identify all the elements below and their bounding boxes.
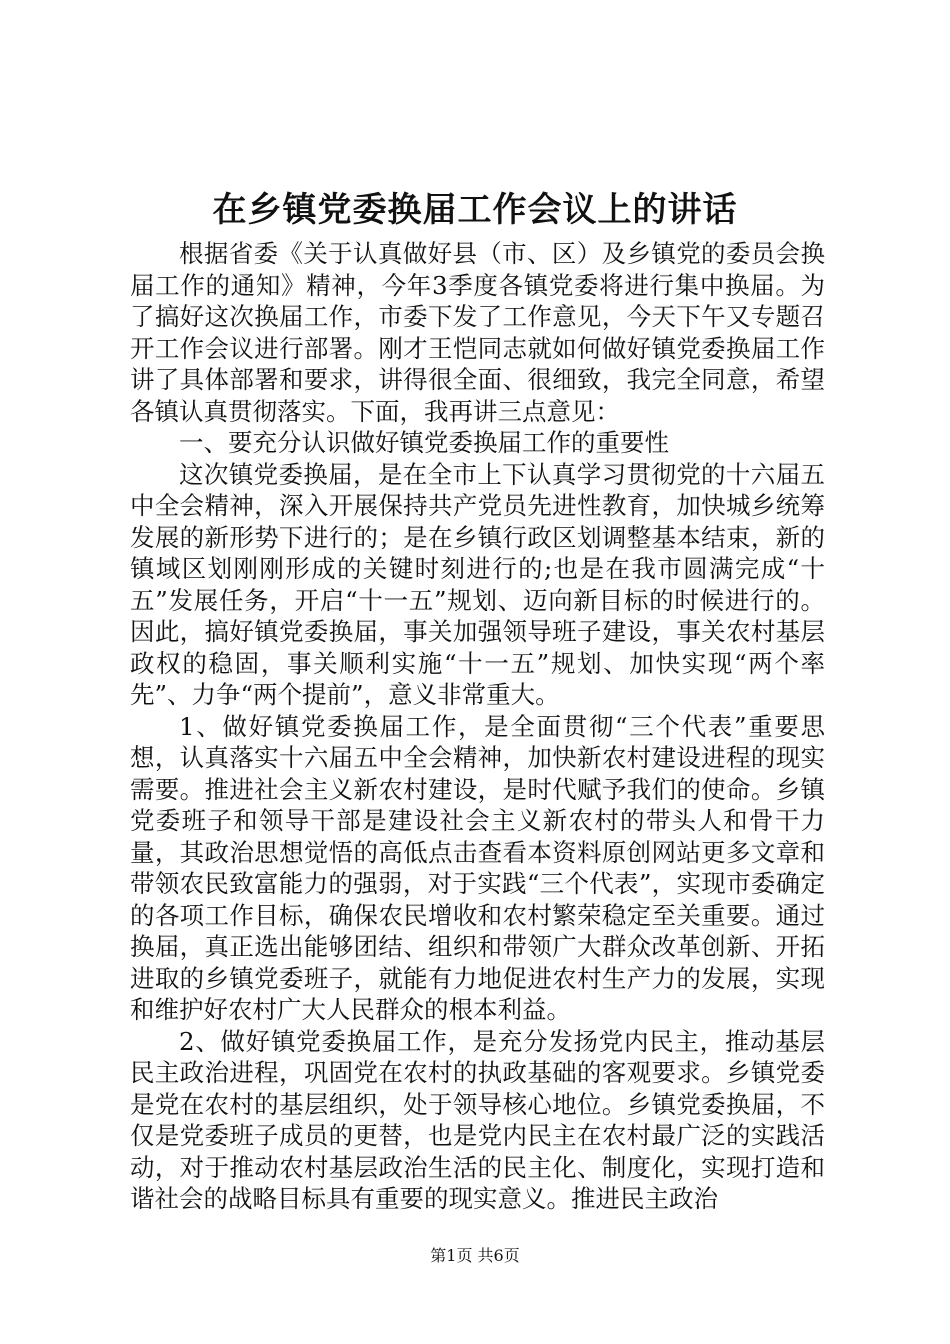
paragraph-background: 这次镇党委换届，是在全市上下认真学习贯彻党的十六届五中全会精神，深入开展保持共产党员先进性教育，加快城乡统筹发展的新形势下进行的；是在乡镇行政区划调整基本结束，新的镇域区划刚刚形成的关键时刻进行的;也是在我市圆满完成“十五”发展任务，开启“十一五”规划、迈向新目标的时候进行的。因此，搞好镇党委换届，事关加强领导班子建设，事关农村基层政权的稳固，事关顺利实施“十一五”规划、加快实现“两个率先”、力争“两个提前”，意义非常重大。 [130,459,825,709]
page-number-footer: 第1页 共6页 [430,1246,520,1265]
paragraph-intro: 根据省委《关于认真做好县（市、区）及乡镇党的委员会换届工作的通知》精神，今年3季度各镇党委将进行集中换届。为了搞好这次换届工作，市委下发了工作意见，今天下午又专题召开工作会议进行部署。刚才王恺同志就如何做好镇党委换届工作讲了具体部署和要求，讲得很全面、很细致，我完全同意，希望各镇认真贯彻落实。下面，我再讲三点意见： [130,239,825,426]
paragraph-point-2: 2、做好镇党委换届工作，是充分发扬党内民主，推动基层民主政治进程，巩固党在农村的执政基础的客观要求。乡镇党委是党在农村的基层组织，处于领导核心地位。乡镇党委换届，不仅是党委班子成员的更替，也是党内民主在农村最广泛的实践活动，对于推动农村基层政治生活的民主化、制度化，实现打造和谐社会的战略目标具有重要的现实意义。推进民主政治 [130,1026,825,1213]
document-title: 在乡镇党委换届工作会议上的讲话 [212,190,738,230]
section-heading-1: 一、要充分认识做好镇党委换届工作的重要性 [179,428,669,457]
document-body [130,238,825,1215]
paragraph-point-1: 1、做好镇党委换届工作，是全面贯彻“三个代表”重要思想，认真落实十六届五中全会精神，加快新农村建设进程的现实需要。推进社会主义新农村建设，是时代赋予我们的使命。乡镇党委班子和领导干部是建设社会主义新农村的带头人和骨干力量，其政治思想觉悟的高低点击查看本资料原创网站更多文章和带领农民致富能力的强弱，对于实践“三个代表”，实现市委确定的各项工作目标，确保农民增收和农村繁荣稳定至关重要。通过换届，真正选出能够团结、组织和带领广大群众改革创新、开拓进取的乡镇党委班子，就能有力地促进农村生产力的发展，实现和维护好农村广大人民群众的根本利益。 [130,711,825,1024]
